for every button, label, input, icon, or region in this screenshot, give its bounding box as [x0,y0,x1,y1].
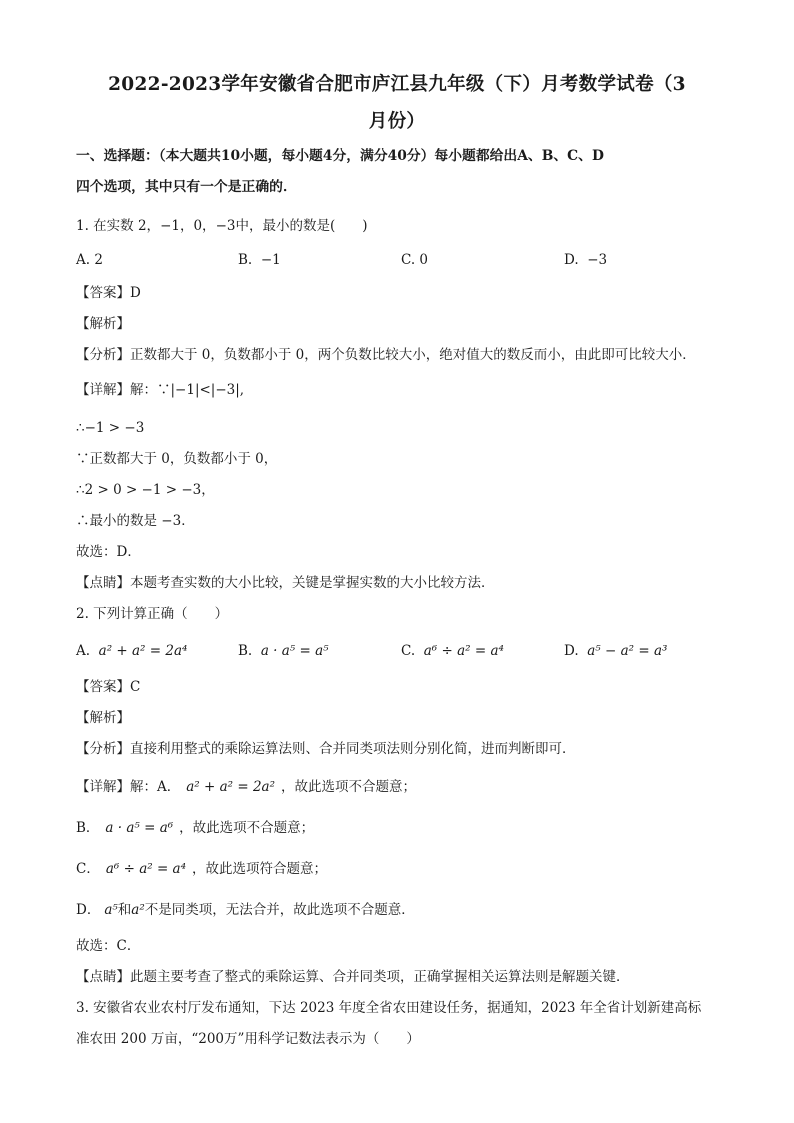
q1-option-b-label: B. [238,252,253,268]
question-2-stem: 2. 下列计算正确（ ） [76,606,229,622]
q2-detail-d-math1: a⁵ [104,902,118,918]
q1-option-c [401,250,428,270]
q2-detail-c [76,859,327,879]
q2-detail-d-suffix: 不是同类项，无法合并，故此选项不合题意． [144,902,415,918]
q2-option-d [564,641,667,661]
q1-option-a-label: A. 2 [76,252,103,268]
q1-sep: ，0， [179,218,216,234]
q2-comment: 【点睛】此题主要考查了整式的乘除运算、合并同类项，正确掌握相关运算法则是解题关键． [76,969,630,985]
q2-detail-b-suffix: ，故此选项不合题意； [179,820,315,836]
q2-detail-c-suffix: ，故此选项符合题意； [192,861,328,877]
q1-option-c-label: C. 0 [401,252,429,268]
q2-option-a [76,641,187,661]
q1-step-1: ∴−1 > −3 [76,420,145,436]
q1-detail [76,380,244,400]
question-3-stem-line1: 3. 安徽省农业农村厅发布通知，下达 2023 年度全省农田建设任务，据通知，2023 年全省计划新建高标 [76,1000,702,1016]
q1-number-neg3: −3 [215,218,236,234]
q1-comment: 【点睛】本题考查实数的大小比较，关键是掌握实数的大小比较方法． [76,575,495,591]
q2-option-a-math: a² + a² = 2a⁴ [98,643,188,659]
q1-stem-start: 1. 在实数 2， [76,218,161,234]
q2-detail-a [76,777,416,797]
q2-fenxi: 【分析】直接利用整式的乘除运算法则、合并同类项法则分别化简，进而判断即可． [76,741,576,757]
q1-number-neg1: −1 [160,218,180,234]
question-3-stem-line2: 准农田 200 万亩，“200万”用科学记数法表示为（ ） [76,1031,420,1047]
q1-step-2: ∵正数都大于 0，负数都小于 0， [76,451,278,467]
q2-detail-d-math2: a² [131,902,145,918]
q1-option-d-label: D. [564,252,579,268]
q2-detail-b-math: a · a⁵ = a⁶ [105,820,174,836]
q1-step-3: ∴2 > 0 > −1 > −3， [76,482,215,498]
q1-choice: 故选：D． [76,544,141,560]
q2-option-b-math: a · a⁵ = a⁵ [260,643,329,659]
q2-option-c-label: C. [401,643,416,659]
q1-option-b-math: −1 [260,252,281,268]
q1-answer: 【答案】D [76,285,141,301]
q1-fenxi: 【分析】正数都大于 0，负数都小于 0，两个负数比较大小，绝对值大的数反而小，由此即可比较大小． [76,347,696,363]
q2-detail-a-math: a² + a² = 2a² [186,779,276,795]
q2-detail-a-prefix: 【详解】解：A． [76,779,181,795]
q2-option-b [238,641,329,661]
q1-detail-prefix: 【详解】解： [76,382,157,398]
q1-option-b [238,250,281,270]
q2-option-b-label: B. [238,643,253,659]
section-heading-line2: 四个选项，其中只有一个是正确的． [76,179,297,195]
q2-option-d-math: a⁵ − a² = a³ [587,643,668,659]
q2-detail-c-prefix: C． [76,861,100,877]
q2-detail-a-suffix: ，故此选项不合题意； [281,779,417,795]
q2-choice: 故选：C． [76,938,141,954]
q2-option-c-math: a⁶ ÷ a² = a⁴ [423,643,504,659]
question-1-stem [76,216,368,236]
q2-detail-b-prefix: B． [76,820,100,836]
q2-detail-b [76,818,314,838]
q1-detail-math: ∵|−1|<|−3|, [157,382,245,398]
q2-detail-d-mid: 和 [117,902,132,918]
exam-title-line2: 月份） [368,111,426,132]
q1-stem-end: 中，最小的数是( ) [235,218,368,234]
q2-detail-c-math: a⁶ ÷ a² = a⁴ [105,861,187,877]
q2-detail-d-prefix: D． [76,902,101,918]
exam-title-line1: 2022-2023学年安徽省合肥市庐江县九年级（下）月考数学试卷（3 [108,74,686,95]
q2-answer: 【答案】C [76,679,141,695]
q2-option-c [401,641,504,661]
q1-analysis-title: 【解析】 [76,316,130,332]
q1-option-d [564,250,607,270]
q2-detail-d [76,900,415,920]
q1-step-4: ∴最小的数是 −3． [76,513,195,529]
q2-option-a-label: A. [76,643,91,659]
q2-option-d-label: D. [564,643,579,659]
q1-option-d-math: −3 [587,252,608,268]
section-heading-line1: 一、选择题：（本大题共10小题，每小题4分，满分40分）每小题都给出A、B、C、D [76,148,604,164]
q1-option-a [76,250,103,270]
q2-analysis-title: 【解析】 [76,710,130,726]
